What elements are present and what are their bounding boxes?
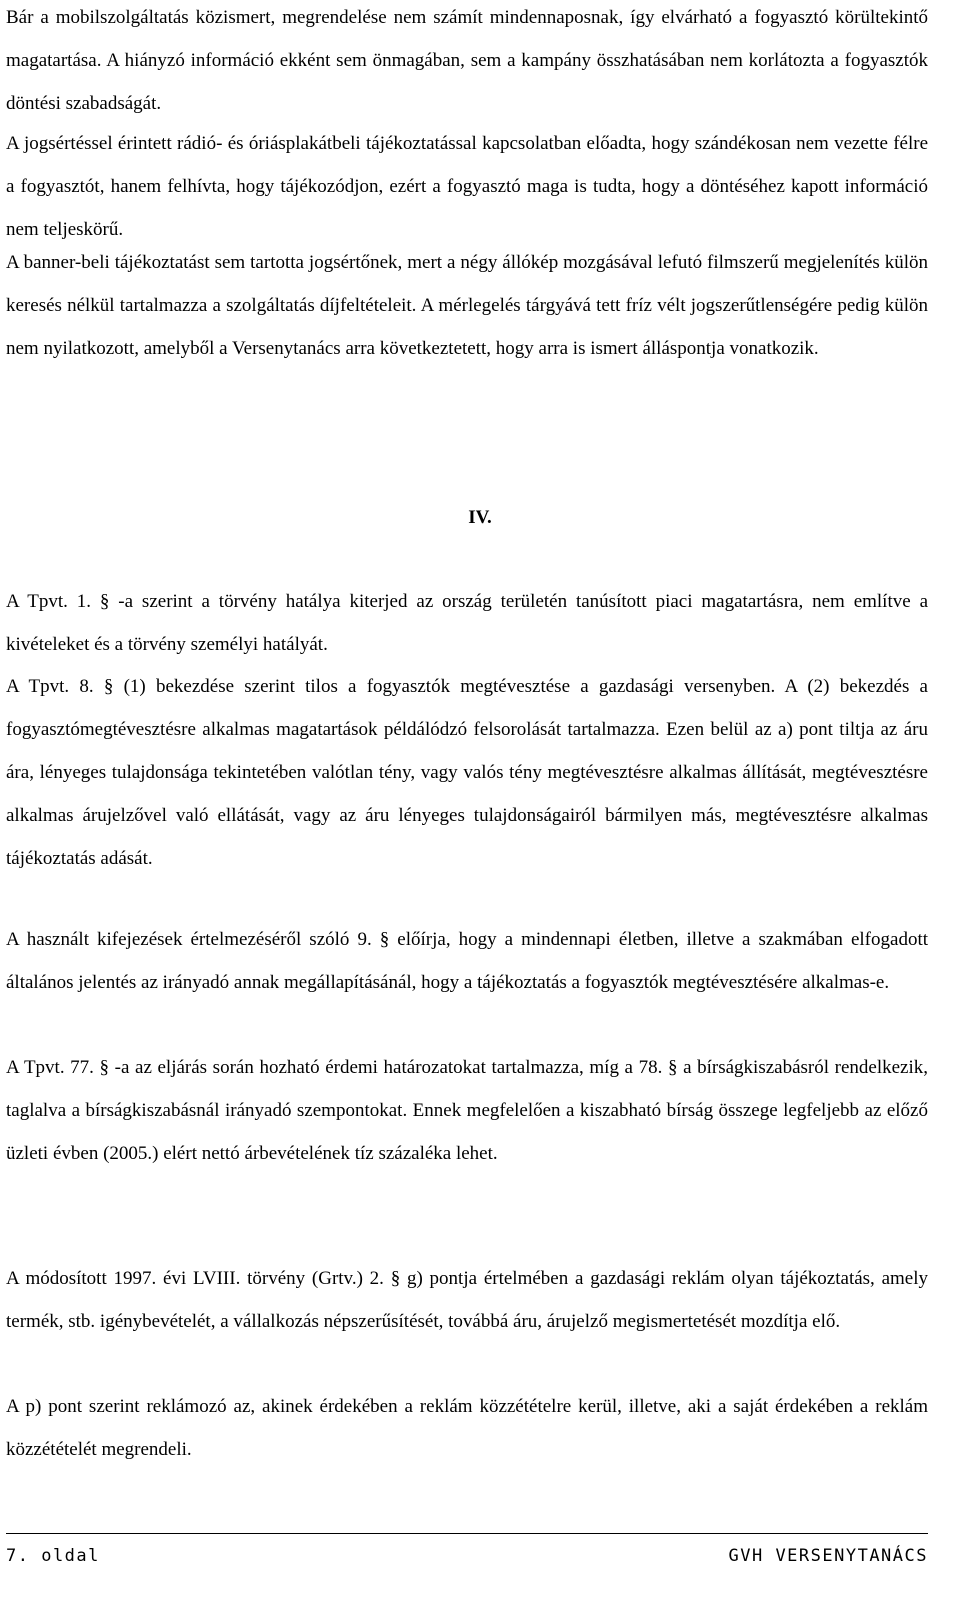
section-paragraph-1: A Tpvt. 1. § -a szerint a törvény hatálya kiterjed az ország területén tanúsított piaci magatartásra, nem említve a kivételeket és a törvény személyi hatályát. [6,591,928,655]
section-paragraph-2: A Tpvt. 8. § (1) bekezdése szerint tilos a fogyasztók megtévesztése a gazdasági versenyben. A (2) bekezdés a fogyasztómegtévesztésre alkalmas magatartások példálódzó felsorolását tartalmazza. Ezen belül az a) pont tiltja az áru ára, lényeges tulajdonsága tekintetében valótlan tény, vagy valós tény megtévesztésre alkalmas állítását, megtévesztésre alkalmas árujelzővel való ellátását, vagy az áru lényeges tulajdonságairól bármilyen más, megtévesztésre alkalmas tájékoztatás adását. [6,676,928,869]
page-number: 7. oldal [6,1546,100,1566]
paragraph-2: A jogsértéssel érintett rádió- és óriásplakátbeli tájékoztatással kapcsolatban előadta, hogy szándékosan nem vezette félre a fogyasztót, hanem felhívta, hogy tájékozódjon, ezért a fogyasztó maga is tudta, hogy a döntéséhez kapott információ nem teljeskörű. [6,133,928,240]
organization-name: GVH VERSENYTANÁCS [728,1546,928,1566]
section-paragraph-5: A módosított 1997. évi LVIII. törvény (Grtv.) 2. § g) pontja értelmében a gazdasági reklám olyan tájékoztatás, amely termék, stb. igénybevételét, a vállalkozás népszerűsítését, továbbá áru, árujelző megismertetését mozdítja elő. [6,1268,928,1332]
section-heading: IV. [468,507,492,528]
section-paragraph-6: A p) pont szerint reklámozó az, akinek érdekében a reklám közzétételre kerül, illetve, aki a saját érdekében a reklám közzétételét megrendeli. [6,1396,928,1460]
section-paragraph-3: A használt kifejezések értelmezéséről szóló 9. § előírja, hogy a mindennapi életben, illetve a szakmában elfogadott általános jelentés az irányadó annak megállapításánál, hogy a tájékoztatás a fogyasztók megtévesztésére alkalmas-e. [6,929,928,993]
paragraph-1: Bár a mobilszolgáltatás közismert, megrendelése nem számít mindennaposnak, így elvárható a fogyasztó körültekintő magatartása. A hiányzó információ ekként sem önmagában, sem a kampány összhatásában nem korlátozta a fogyasztók döntési szabadságát. [6,7,928,114]
paragraph-3: A banner-beli tájékoztatást sem tartotta jogsértőnek, mert a négy állókép mozgásával lefutó filmszerű megjelenítés külön keresés nélkül tartalmazza a szolgáltatás díjfeltételeit. A mérlegelés tárgyává tett fríz vélt jogszerűtlenségére pedig külön nem nyilatkozott, amelyből a Versenytanács arra következtetett, hogy arra is ismert álláspontja vonatkozik. [6,252,928,359]
page-footer [6,1546,928,1572]
section-paragraph-4: A Tpvt. 77. § -a az eljárás során hozható érdemi határozatokat tartalmazza, míg a 78. § a bírságkiszabásról rendelkezik, taglalva a bírságkiszabásnál irányadó szempontokat. Ennek megfelelően a kiszabható bírság összege legfeljebb az előző üzleti évben (2005.) elért nettó árbevételének tíz százaléka lehet. [6,1057,928,1164]
footer-divider [6,1533,928,1534]
